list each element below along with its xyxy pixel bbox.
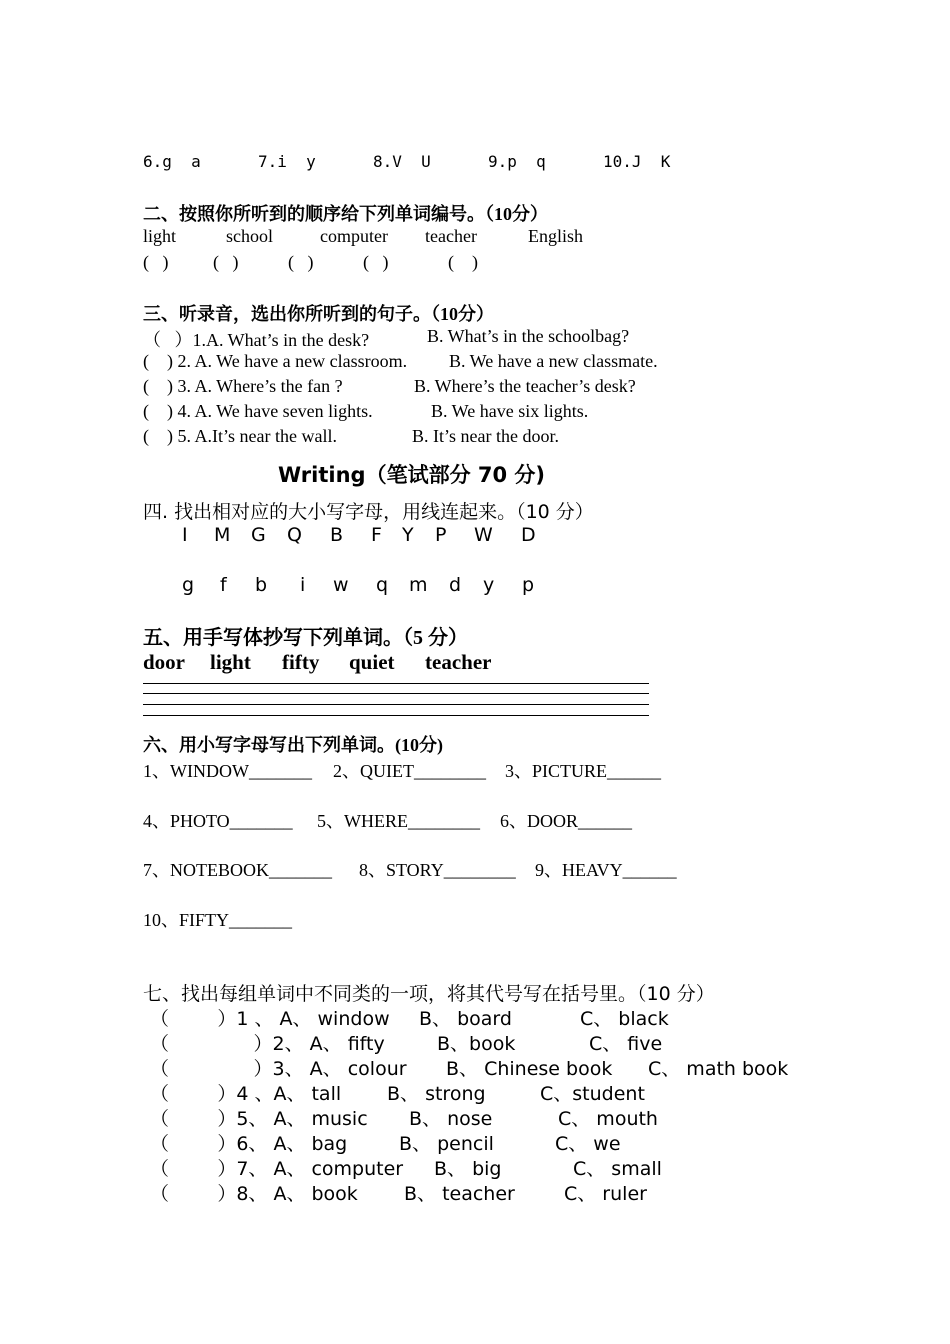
item-a: （ ）7、 A、 computer (150, 1158, 404, 1180)
item-c: C、 five (589, 1033, 663, 1055)
section3-item-3-a: ( ) 3. A. Where’s the fan ? (143, 376, 343, 396)
section6-title: 六、用小写字母写出下列单词。(10分) (143, 735, 443, 755)
section7-item (0, 1104, 950, 1128)
section7-item (0, 1029, 950, 1053)
section3-item-1-a: （ ）1.A. What’s in the desk? (143, 330, 370, 350)
upper-letter: P (435, 524, 447, 546)
item-a: （ ）2、 A、 fifty (150, 1033, 385, 1055)
lower-letter: m (409, 574, 428, 596)
section7-item (0, 1079, 950, 1103)
item-a: （ ）3、 A、 colour (150, 1058, 407, 1080)
letter-pair-8: 8.V U (373, 152, 431, 171)
item-c: C、 ruler (564, 1183, 647, 1205)
section6-item-5[interactable]: 5、WHERE________ (317, 811, 480, 831)
section6-item-4[interactable]: 4、PHOTO_______ (143, 811, 293, 831)
item-a: （ ）1 、 A、 window (150, 1008, 390, 1030)
upper-letter: I (182, 524, 188, 546)
writing-line (143, 715, 649, 716)
section6-item-10[interactable]: 10、FIFTY_______ (143, 910, 293, 930)
section6-item-1[interactable]: 1、WINDOW_______ (143, 761, 312, 781)
lower-letter: b (255, 574, 268, 596)
section2-word-3: computer (320, 226, 388, 246)
section4-title: 四. 找出相对应的大小写字母，用线连起来。（10 分） (143, 501, 594, 523)
section3-item-2-b: B. We have a new classmate. (449, 351, 658, 371)
writing-line (143, 683, 649, 684)
letter-pair-6: 6.g a (143, 152, 201, 171)
letter-pair-9: 9.p q (488, 152, 546, 171)
section3-item-3-b: B. Where’s the teacher’s desk? (414, 376, 636, 396)
item-a: （ ）8、 A、 book (150, 1183, 358, 1205)
section2-bracket-5[interactable]: ( ) (448, 252, 478, 272)
section6-item-8[interactable]: 8、STORY________ (359, 860, 516, 880)
item-b: B、 teacher (404, 1183, 515, 1205)
section2-word-5: English (528, 226, 584, 246)
item-b: B、 nose (409, 1108, 493, 1130)
copy-word: light (210, 650, 251, 674)
item-b: B、 Chinese book (446, 1058, 613, 1080)
section6-item-6[interactable]: 6、DOOR______ (500, 811, 633, 831)
section2-word-1: light (143, 226, 177, 246)
section6-item-2[interactable]: 2、QUIET________ (333, 761, 486, 781)
section7-item (0, 1154, 950, 1178)
item-c: C、 black (580, 1008, 669, 1030)
section3-item-1-b: B. What’s in the schoolbag? (427, 326, 630, 346)
item-a: （ ）4 、A、 tall (150, 1083, 342, 1105)
lower-letter: g (182, 574, 195, 596)
section2-bracket-2[interactable]: ( ) (213, 252, 239, 272)
upper-letter: W (474, 524, 493, 546)
section3-title: 三、听录音，选出你所听到的句子。（10分） (143, 304, 494, 324)
section7-item (0, 1129, 950, 1153)
item-b: B、book (437, 1033, 516, 1055)
copy-word: door (143, 650, 185, 674)
item-c: C、 math book (648, 1058, 789, 1080)
section3-item-4-a: ( ) 4. A. We have seven lights. (143, 401, 373, 421)
copy-word: teacher (425, 650, 492, 674)
section7-title: 七、找出每组单词中不同类的一项，将其代号写在括号里。（10 分） (143, 983, 715, 1005)
section3-item-4-b: B. We have six lights. (431, 401, 589, 421)
section7-item (0, 1004, 950, 1028)
upper-letter: Y (402, 524, 414, 546)
lower-letter: f (220, 574, 227, 596)
item-b: B、 big (434, 1158, 502, 1180)
upper-letter: G (251, 524, 266, 546)
item-a: （ ）6、 A、 bag (150, 1133, 348, 1155)
upper-letter: M (214, 524, 231, 546)
lower-letter: d (449, 574, 462, 596)
item-a: （ ）5、 A、 music (150, 1108, 368, 1130)
item-b: B、 board (419, 1008, 512, 1030)
letter-pair-7: 7.i y (258, 152, 316, 171)
writing-line (143, 704, 649, 705)
copy-word: fifty (282, 650, 320, 674)
writing-line (143, 693, 649, 694)
section3-item-2-a: ( ) 2. A. We have a new classroom. (143, 351, 408, 371)
item-b: B、 strong (387, 1083, 486, 1105)
section2-title: 二、按照你所听到的顺序给下列单词编号。（10分） (143, 204, 548, 224)
item-c: C、 we (555, 1133, 621, 1155)
section6-item-7[interactable]: 7、NOTEBOOK_______ (143, 860, 332, 880)
item-c: C、student (540, 1083, 645, 1105)
section5-title: 五、用手写体抄写下列单词。（5 分） (143, 627, 468, 649)
section3-item-5-b: B. It’s near the door. (412, 426, 559, 446)
item-c: C、 mouth (558, 1108, 658, 1130)
letter-pair-10: 10.J K (603, 152, 671, 171)
upper-letter: B (330, 524, 344, 546)
section2-bracket-4[interactable]: ( ) (363, 252, 389, 272)
section2-word-4: teacher (425, 226, 477, 246)
upper-letter: D (521, 524, 536, 546)
lower-letter: q (376, 574, 389, 596)
section6-item-9[interactable]: 9、HEAVY______ (535, 860, 677, 880)
section7-item (0, 1179, 950, 1203)
section2-bracket-3[interactable]: ( ) (288, 252, 314, 272)
section4-lower-row (0, 574, 950, 598)
section6-item-3[interactable]: 3、PICTURE______ (505, 761, 662, 781)
lower-letter: w (333, 574, 349, 596)
section2-word-2: school (226, 226, 273, 246)
section4-upper-row (0, 524, 950, 548)
section7-item (0, 1054, 950, 1078)
copy-word: quiet (349, 650, 395, 674)
section3-item-5-a: ( ) 5. A.It’s near the wall. (143, 426, 337, 446)
writing-header: Writing（笔试部分 70 分) (278, 463, 546, 487)
upper-letter: Q (287, 524, 302, 546)
upper-letter: F (371, 524, 382, 546)
lower-letter: p (522, 574, 535, 596)
section2-bracket-1[interactable]: ( ) (143, 252, 169, 272)
section5-words (0, 650, 950, 676)
item-c: C、 small (573, 1158, 662, 1180)
item-b: B、 pencil (399, 1133, 494, 1155)
lower-letter: y (483, 574, 495, 596)
lower-letter: i (300, 574, 306, 596)
